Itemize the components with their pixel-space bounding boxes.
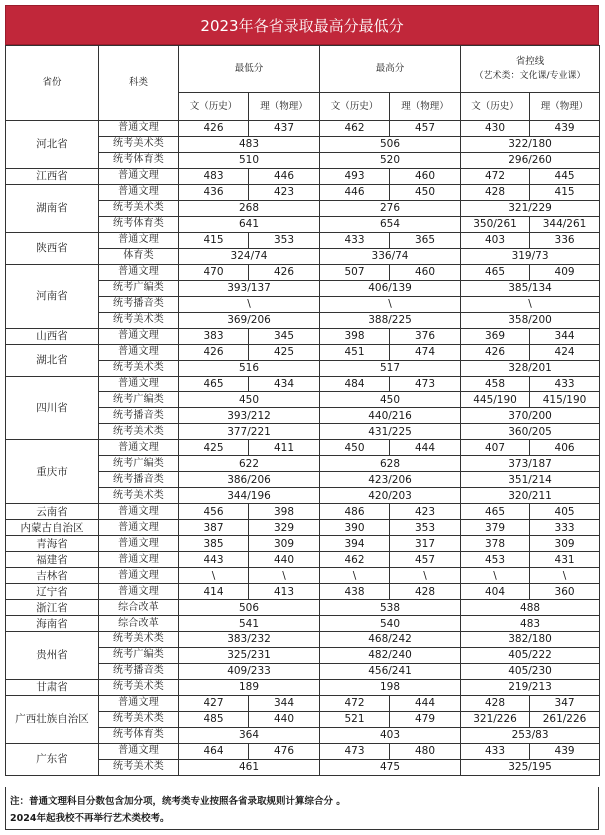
province-name: 浙江省 (6, 600, 99, 616)
score-cell: \ (320, 568, 390, 584)
score-cell: 433 (461, 743, 530, 759)
score-cell: 268 (179, 200, 320, 216)
score-cell: 409/233 (179, 663, 320, 679)
score-cell: 344/196 (179, 488, 320, 504)
score-cell: 309 (530, 536, 600, 552)
score-cell: 321/229 (461, 200, 600, 216)
score-cell: 470 (179, 264, 249, 280)
score-cell: 405/230 (461, 663, 600, 679)
score-cell: 423 (249, 184, 320, 200)
score-cell: 486 (320, 504, 390, 520)
score-cell: 261/226 (530, 711, 600, 727)
score-cell: 423/206 (320, 472, 461, 488)
header-control-wen: 文（历史） (461, 93, 530, 121)
category-cell: 统考广编类 (99, 392, 179, 408)
score-cell: 433 (320, 232, 390, 248)
score-cell: 450 (320, 440, 390, 456)
category-cell: 普通文理 (99, 536, 179, 552)
score-cell: 628 (320, 456, 461, 472)
category-cell: 普通文理 (99, 440, 179, 456)
score-cell: 493 (320, 168, 390, 184)
score-cell: 434 (249, 376, 320, 392)
score-cell: 415 (179, 232, 249, 248)
table-row (6, 344, 600, 360)
score-cell: 540 (320, 616, 461, 632)
score-cell: 457 (390, 121, 461, 137)
category-cell: 统考美术类 (99, 711, 179, 727)
province-name: 重庆市 (6, 440, 99, 504)
score-cell: \ (461, 296, 600, 312)
score-cell: 431/225 (320, 424, 461, 440)
score-cell: 405 (530, 504, 600, 520)
category-cell: 统考美术类 (99, 488, 179, 504)
score-cell: 473 (320, 743, 390, 759)
score-cell: 390 (320, 520, 390, 536)
score-cell: 440/216 (320, 408, 461, 424)
category-cell: 综合改革 (99, 616, 179, 632)
score-cell: 424 (530, 344, 600, 360)
table-row (6, 328, 600, 344)
score-cell: 425 (249, 344, 320, 360)
score-cell: 474 (390, 344, 461, 360)
score-cell: 336/74 (320, 248, 461, 264)
category-cell: 统考体育类 (99, 216, 179, 232)
table-row (6, 121, 600, 137)
category-cell: 统考播音类 (99, 408, 179, 424)
province-name: 海南省 (6, 616, 99, 632)
score-cell: \ (320, 296, 461, 312)
province-name: 吉林省 (6, 568, 99, 584)
score-cell: 460 (390, 168, 461, 184)
score-cell: \ (249, 568, 320, 584)
header-min-li: 理（物理） (249, 93, 320, 121)
score-cell: 445 (530, 168, 600, 184)
score-cell: 465 (179, 376, 249, 392)
footnotes (5, 787, 599, 830)
category-cell: 普通文理 (99, 552, 179, 568)
category-cell: 统考广编类 (99, 280, 179, 296)
score-cell: 446 (320, 184, 390, 200)
score-cell: 347 (530, 695, 600, 711)
score-cell: 641 (179, 216, 320, 232)
header-control-line-note: （艺术类：文化课/专业课） (474, 71, 586, 81)
score-cell: 377/221 (179, 424, 320, 440)
score-cell: 219/213 (461, 679, 600, 695)
category-cell: 普通文理 (99, 695, 179, 711)
score-cell: 506 (320, 136, 461, 152)
table-row (6, 568, 600, 584)
category-cell: 综合改革 (99, 600, 179, 616)
score-cell: 468/242 (320, 632, 461, 648)
score-cell: 350/261 (461, 216, 530, 232)
category-cell: 统考播音类 (99, 663, 179, 679)
score-cell: 319/73 (461, 248, 600, 264)
score-cell: 465 (461, 504, 530, 520)
score-cell: 485 (179, 711, 249, 727)
category-cell: 统考播音类 (99, 472, 179, 488)
score-cell: 309 (249, 536, 320, 552)
category-cell: 普通文理 (99, 376, 179, 392)
score-cell: 464 (179, 743, 249, 759)
score-cell: 450 (320, 392, 461, 408)
score-cell: 426 (461, 344, 530, 360)
score-cell: 353 (390, 520, 461, 536)
category-cell: 统考体育类 (99, 727, 179, 743)
score-cell: 456/241 (320, 663, 461, 679)
score-cell: 445/190 (461, 392, 530, 408)
table-row (6, 600, 600, 616)
score-cell: 521 (320, 711, 390, 727)
header-control-line-label: 省控线 (515, 56, 545, 67)
score-cell: 407 (461, 440, 530, 456)
header-province: 省份 (6, 46, 99, 121)
category-cell: 普通文理 (99, 168, 179, 184)
score-cell: 425 (179, 440, 249, 456)
score-cell: 426 (179, 121, 249, 137)
score-cell: 325/195 (461, 759, 600, 775)
score-cell: 450 (179, 392, 320, 408)
header-max-li: 理（物理） (390, 93, 461, 121)
category-cell: 普通文理 (99, 121, 179, 137)
score-cell: 423 (390, 504, 461, 520)
score-cell: 482/240 (320, 647, 461, 663)
score-cell: 439 (530, 743, 600, 759)
score-cell: 198 (320, 679, 461, 695)
score-cell: 369/206 (179, 312, 320, 328)
score-cell: 393/212 (179, 408, 320, 424)
score-cell: \ (390, 568, 461, 584)
table-row (6, 743, 600, 759)
score-cell: 369 (461, 328, 530, 344)
score-cell: 388/225 (320, 312, 461, 328)
score-cell: 406 (530, 440, 600, 456)
table-row (6, 536, 600, 552)
category-cell: 统考美术类 (99, 200, 179, 216)
score-cell: 510 (179, 152, 320, 168)
score-cell: 360/205 (461, 424, 600, 440)
header-max-score: 最高分 (320, 46, 461, 93)
province-name: 贵州省 (6, 632, 99, 680)
header-control-li: 理（物理） (530, 93, 600, 121)
category-cell: 普通文理 (99, 232, 179, 248)
score-cell: 420/203 (320, 488, 461, 504)
category-cell: 普通文理 (99, 328, 179, 344)
header-control-line (461, 46, 600, 93)
score-cell: 440 (249, 711, 320, 727)
score-cell: 438 (320, 584, 390, 600)
score-cell: 360 (530, 584, 600, 600)
category-cell: 统考美术类 (99, 424, 179, 440)
score-cell: 382/180 (461, 632, 600, 648)
score-cell: 393/137 (179, 280, 320, 296)
score-cell: 344 (530, 328, 600, 344)
province-name: 湖北省 (6, 344, 99, 376)
table-body (6, 121, 600, 776)
score-cell: 506 (179, 600, 320, 616)
score-cell: 433 (530, 376, 600, 392)
score-cell: 517 (320, 360, 461, 376)
score-cell: 444 (390, 695, 461, 711)
score-cell: 480 (390, 743, 461, 759)
score-cell: 322/180 (461, 136, 600, 152)
score-cell: 440 (249, 552, 320, 568)
category-cell: 统考美术类 (99, 759, 179, 775)
score-cell: 483 (179, 136, 320, 152)
score-cell: 472 (320, 695, 390, 711)
table-row (6, 616, 600, 632)
score-cell: 409 (530, 264, 600, 280)
province-name: 湖南省 (6, 184, 99, 232)
province-name: 广西壮族自治区 (6, 695, 99, 743)
header-category: 科类 (99, 46, 179, 121)
table-row (6, 168, 600, 184)
category-cell: 普通文理 (99, 520, 179, 536)
score-cell: 398 (320, 328, 390, 344)
score-cell: 430 (461, 121, 530, 137)
score-cell: 444 (390, 440, 461, 456)
score-cell: 189 (179, 679, 320, 695)
score-cell: 365 (390, 232, 461, 248)
score-cell: 427 (179, 695, 249, 711)
score-cell: 413 (249, 584, 320, 600)
score-cell: 411 (249, 440, 320, 456)
score-cell: 324/74 (179, 248, 320, 264)
score-cell: 398 (249, 504, 320, 520)
score-cell: 457 (390, 552, 461, 568)
score-cell: 473 (390, 376, 461, 392)
category-cell: 普通文理 (99, 568, 179, 584)
score-cell: 458 (461, 376, 530, 392)
score-cell: 437 (249, 121, 320, 137)
category-cell: 统考美术类 (99, 312, 179, 328)
province-name: 河南省 (6, 264, 99, 328)
score-cell: 253/83 (461, 727, 600, 743)
score-cell: 443 (179, 552, 249, 568)
table-row (6, 376, 600, 392)
score-cell: 475 (320, 759, 461, 775)
score-cell: 358/200 (461, 312, 600, 328)
province-name: 江西省 (6, 168, 99, 184)
score-cell: 446 (249, 168, 320, 184)
score-cell: 385 (179, 536, 249, 552)
score-cell: 387 (179, 520, 249, 536)
score-cell: 404 (461, 584, 530, 600)
footnote-line: 2024年起我校不再举行艺术类校考。 (10, 813, 170, 824)
score-cell: 541 (179, 616, 320, 632)
table-row (6, 584, 600, 600)
score-cell: 484 (320, 376, 390, 392)
score-cell: 320/211 (461, 488, 600, 504)
table-row (6, 184, 600, 200)
score-cell: 317 (390, 536, 461, 552)
category-cell: 统考美术类 (99, 679, 179, 695)
province-name: 山西省 (6, 328, 99, 344)
admission-score-table (5, 45, 600, 776)
score-cell: 415 (530, 184, 600, 200)
score-cell: 479 (390, 711, 461, 727)
header-max-wen: 文（历史） (320, 93, 390, 121)
score-cell: 451 (320, 344, 390, 360)
score-cell: 353 (249, 232, 320, 248)
score-cell: 462 (320, 552, 390, 568)
score-cell: \ (179, 568, 249, 584)
province-name: 云南省 (6, 504, 99, 520)
score-cell: 328/201 (461, 360, 600, 376)
table-row (6, 232, 600, 248)
score-cell: 344 (249, 695, 320, 711)
score-cell: 406/139 (320, 280, 461, 296)
table-row (6, 440, 600, 456)
province-name: 陕西省 (6, 232, 99, 264)
category-cell: 普通文理 (99, 504, 179, 520)
score-cell: 321/226 (461, 711, 530, 727)
score-cell: 431 (530, 552, 600, 568)
header-min-score: 最低分 (179, 46, 320, 93)
province-name: 河北省 (6, 121, 99, 169)
table-row (6, 264, 600, 280)
score-cell: 378 (461, 536, 530, 552)
score-cell: \ (461, 568, 530, 584)
score-cell: 414 (179, 584, 249, 600)
province-name: 福建省 (6, 552, 99, 568)
category-cell: 普通文理 (99, 743, 179, 759)
score-cell: 516 (179, 360, 320, 376)
score-cell: 403 (320, 727, 461, 743)
score-cell: 385/134 (461, 280, 600, 296)
category-cell: 统考美术类 (99, 360, 179, 376)
score-cell: 426 (249, 264, 320, 280)
score-cell: 325/231 (179, 647, 320, 663)
score-cell: 403 (461, 232, 530, 248)
score-cell: 383/232 (179, 632, 320, 648)
category-cell: 统考播音类 (99, 296, 179, 312)
score-cell: 428 (461, 184, 530, 200)
category-cell: 普通文理 (99, 344, 179, 360)
score-cell: \ (179, 296, 320, 312)
table-row (6, 520, 600, 536)
score-cell: 329 (249, 520, 320, 536)
score-cell: 622 (179, 456, 320, 472)
score-cell: 386/206 (179, 472, 320, 488)
score-cell: 488 (461, 600, 600, 616)
category-cell: 统考体育类 (99, 152, 179, 168)
score-cell: 364 (179, 727, 320, 743)
score-cell: 472 (461, 168, 530, 184)
table-row (6, 552, 600, 568)
score-cell: 383 (179, 328, 249, 344)
table-row (6, 695, 600, 711)
category-cell: 统考广编类 (99, 456, 179, 472)
score-cell: 296/260 (461, 152, 600, 168)
province-name: 四川省 (6, 376, 99, 440)
table-row (6, 632, 600, 648)
score-cell: \ (530, 568, 600, 584)
page-title: 2023年各省录取最高分最低分 (5, 5, 599, 45)
score-cell: 538 (320, 600, 461, 616)
score-cell: 436 (179, 184, 249, 200)
score-cell: 439 (530, 121, 600, 137)
score-cell: 456 (179, 504, 249, 520)
score-cell: 345 (249, 328, 320, 344)
score-cell: 351/214 (461, 472, 600, 488)
province-name: 甘肃省 (6, 679, 99, 695)
table-row (6, 504, 600, 520)
category-cell: 普通文理 (99, 184, 179, 200)
footnote-line: 注：普通文理科目分数包含加分项，统考类专业按照各省录取规则计算综合分 。 (10, 796, 346, 807)
score-cell: 465 (461, 264, 530, 280)
score-cell: 405/222 (461, 647, 600, 663)
category-cell: 普通文理 (99, 584, 179, 600)
category-cell: 统考美术类 (99, 136, 179, 152)
category-cell: 普通文理 (99, 264, 179, 280)
score-cell: 507 (320, 264, 390, 280)
score-cell: 379 (461, 520, 530, 536)
score-cell: 426 (179, 344, 249, 360)
score-cell: 453 (461, 552, 530, 568)
score-cell: 462 (320, 121, 390, 137)
score-cell: 336 (530, 232, 600, 248)
score-cell: 460 (390, 264, 461, 280)
table-row (6, 679, 600, 695)
score-cell: 394 (320, 536, 390, 552)
score-cell: 483 (461, 616, 600, 632)
header-min-wen: 文（历史） (179, 93, 249, 121)
score-cell: 476 (249, 743, 320, 759)
score-cell: 428 (461, 695, 530, 711)
score-cell: 376 (390, 328, 461, 344)
score-cell: 450 (390, 184, 461, 200)
score-cell: 461 (179, 759, 320, 775)
province-name: 青海省 (6, 536, 99, 552)
score-cell: 276 (320, 200, 461, 216)
province-name: 辽宁省 (6, 584, 99, 600)
score-cell: 483 (179, 168, 249, 184)
province-name: 内蒙古自治区 (6, 520, 99, 536)
score-cell: 654 (320, 216, 461, 232)
score-cell: 373/187 (461, 456, 600, 472)
category-cell: 统考美术类 (99, 632, 179, 648)
category-cell: 体育类 (99, 248, 179, 264)
category-cell: 统考广编类 (99, 647, 179, 663)
score-cell: 344/261 (530, 216, 600, 232)
score-cell: 370/200 (461, 408, 600, 424)
score-cell: 520 (320, 152, 461, 168)
score-cell: 333 (530, 520, 600, 536)
score-cell: 415/190 (530, 392, 600, 408)
score-cell: 428 (390, 584, 461, 600)
province-name: 广东省 (6, 743, 99, 775)
